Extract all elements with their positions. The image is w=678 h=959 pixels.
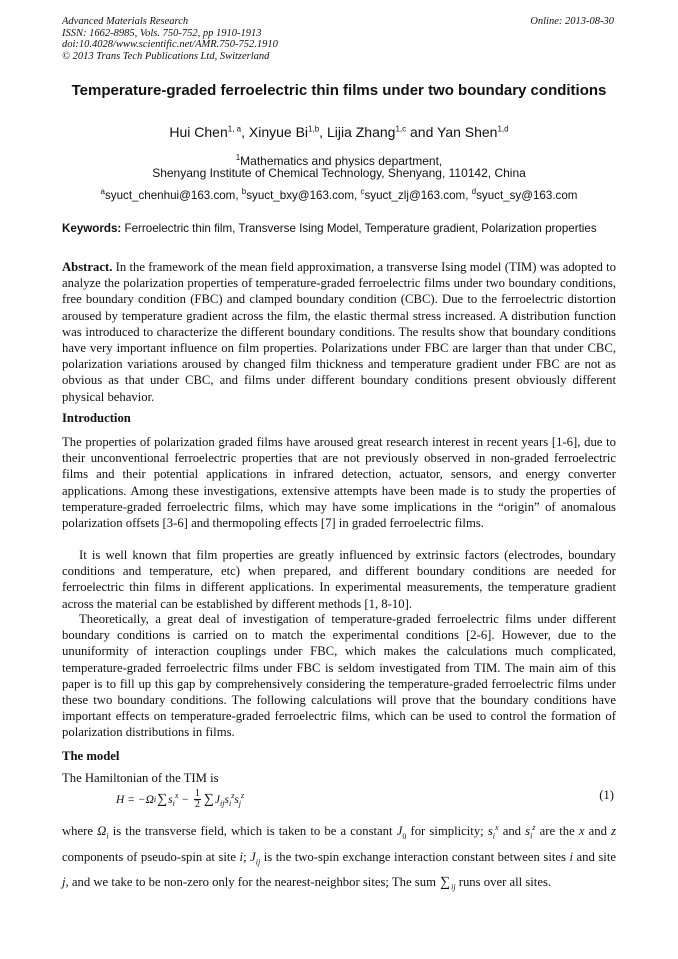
intro-paragraph-2: It is well known that film properties are greatly influenced by extrinsic factors (electrodes, boundary conditions and temperature, etc) when prepared, and different boundary conditions are needed for ferroelectric thin films in different applications. In experimental measurements, the temperature gradient across the material can be established by different methods [1, 8-10]. bbox=[62, 548, 616, 611]
model-description: where $\Omega_i$ is the transverse field, which is taken to be a constant $J_0$ for simplicity; $s_i^x$ and $s_i^z$ are the x and z components of pseudo-spin at site i; $J_{ij}$ is the two-spin exchange interaction constant between sites i and site j, and we take to be non-zero only for the nearest-neighbor sites; The sum $\sum_{ij}$ runs over all sites. bbox=[62, 823, 617, 892]
author-sup: 1,d bbox=[497, 124, 509, 134]
introduction-heading: Introduction bbox=[62, 411, 131, 425]
keywords-label: Keywords: bbox=[62, 222, 122, 235]
author-name: Hui Chen bbox=[169, 124, 228, 140]
email-link[interactable]: syuct_sy@163.com bbox=[476, 188, 578, 202]
intro-paragraph-1: The properties of polarization graded films have aroused great research interest in recent years [1-6], due to their unconventional ferroelectric properties that are not previously observed in non-graded ferroelectric films and their potential applications in infrared detection, actuator, sensors, and energy converter applications. Among these investigations, extensive attempts have been made is to study the properties of temperature-graded ferroelectric films, which may have some implications in the “origin” of anomalous polarization offsets [3-6] and thermopoling effects [7] in graded ferroelectric films. bbox=[62, 435, 616, 531]
email-link[interactable]: syuct_chenhui@163.com bbox=[104, 188, 236, 202]
email-list: $^a$syuct_chenhui@163.com, $^b$syuct_bxy@163.com, $^c$syuct_zlj@163.com, $^d$syuct_sy@163.com bbox=[100, 187, 578, 202]
email-link[interactable]: syuct_bxy@163.com bbox=[246, 188, 355, 202]
keywords-text: Ferroelectric thin film, Transverse Ising Model, Temperature gradient, Polarization properties bbox=[124, 222, 597, 235]
equation-number: (1) bbox=[599, 788, 614, 802]
affiliation-dept: $^1$Mathematics and physics department, bbox=[235, 153, 443, 168]
abstract-label: Abstract. bbox=[62, 260, 113, 274]
author-sup: 1,c bbox=[395, 124, 407, 134]
doi-line: doi:10.4028/www.scientific.net/AMR.750-752.1910 bbox=[62, 39, 278, 50]
journal-name: Advanced Materials Research bbox=[62, 16, 189, 27]
intro-paragraph-3: Theoretically, a great deal of investigation of temperature-graded ferroelectric films under different boundary conditions is carried on to match the experimental conditions [2-6]. However, due to the ununiformity of interaction couplings under FBC, which makes the calculations much complicated, temperature-graded ferroelectric films under FBC is seldom investigated from TIM. The main aim of this paper is to fill up this gap by comprehensively considering the temperature-graded ferroelectric films under these two boundary conditions. The following calculations will prove that the boundary conditions have important effects on temperature-graded ferroelectric films, which can be used to control the formation of polarization distributions in films. bbox=[62, 612, 616, 740]
paper-title: Temperature-graded ferroelectric thin films under two boundary conditions bbox=[71, 82, 607, 99]
author-name: Lijia Zhang bbox=[326, 124, 396, 140]
issn-line: ISSN: 1662-8985, Vols. 750-752, pp 1910-1913 bbox=[62, 27, 262, 39]
copyright-line: © 2013 Trans Tech Publications Ltd, Switzerland bbox=[62, 50, 270, 62]
keywords bbox=[62, 221, 616, 236]
hamiltonian-equation: H = −Ω i ∑ $s_i^x$ − $\frac{1}{2}$ ∑ $J_{ij}s_i^zs_j^z$ bbox=[116, 788, 245, 810]
author-name: Yan Shen bbox=[437, 124, 498, 140]
author-sup: 1, a bbox=[227, 124, 242, 134]
online-date: Online: 2013-08-30 bbox=[530, 16, 614, 27]
abstract-text: In the framework of the mean field approximation, a transverse Ising model (TIM) was adopted to analyze the polarization properties of temperature-graded ferroelectric films under two boundary conditions, free boundary condition (FBC) and clamped boundary condition (CBC). Due to the ferroelectric distortion aroused by temperature gradient across the film, the elastic thermal stress increased. A distribution function was introduced to characterize the different boundary conditions. The results show that boundary conditions have very important influence on film properties. Polarizations under FBC are larger than that under CBC, polarization variations aroused by changed film thickness and temperature gradient under FBC are not as obvious as that under CBC, and films under different boundary conditions present obviously different physical behavior. bbox=[62, 260, 617, 404]
author-sup: 1,b bbox=[308, 124, 320, 134]
affiliation-institute: Shenyang Institute of Chemical Technology, Shenyang, 110142, China bbox=[152, 166, 526, 180]
email-link[interactable]: syuct_zlj@163.com bbox=[364, 188, 466, 202]
author-list: Hui Chen$^{1, a}$, Xinyue Bi$^{1,b}$, Lijia Zhang$^{1,c}$ and Yan Shen$^{1,d}$ bbox=[169, 124, 509, 140]
abstract bbox=[62, 259, 616, 405]
hamiltonian-intro: The Hamiltonian of the TIM is bbox=[62, 771, 219, 785]
model-heading: The model bbox=[62, 749, 120, 763]
author-name: Xinyue Bi bbox=[248, 124, 309, 140]
